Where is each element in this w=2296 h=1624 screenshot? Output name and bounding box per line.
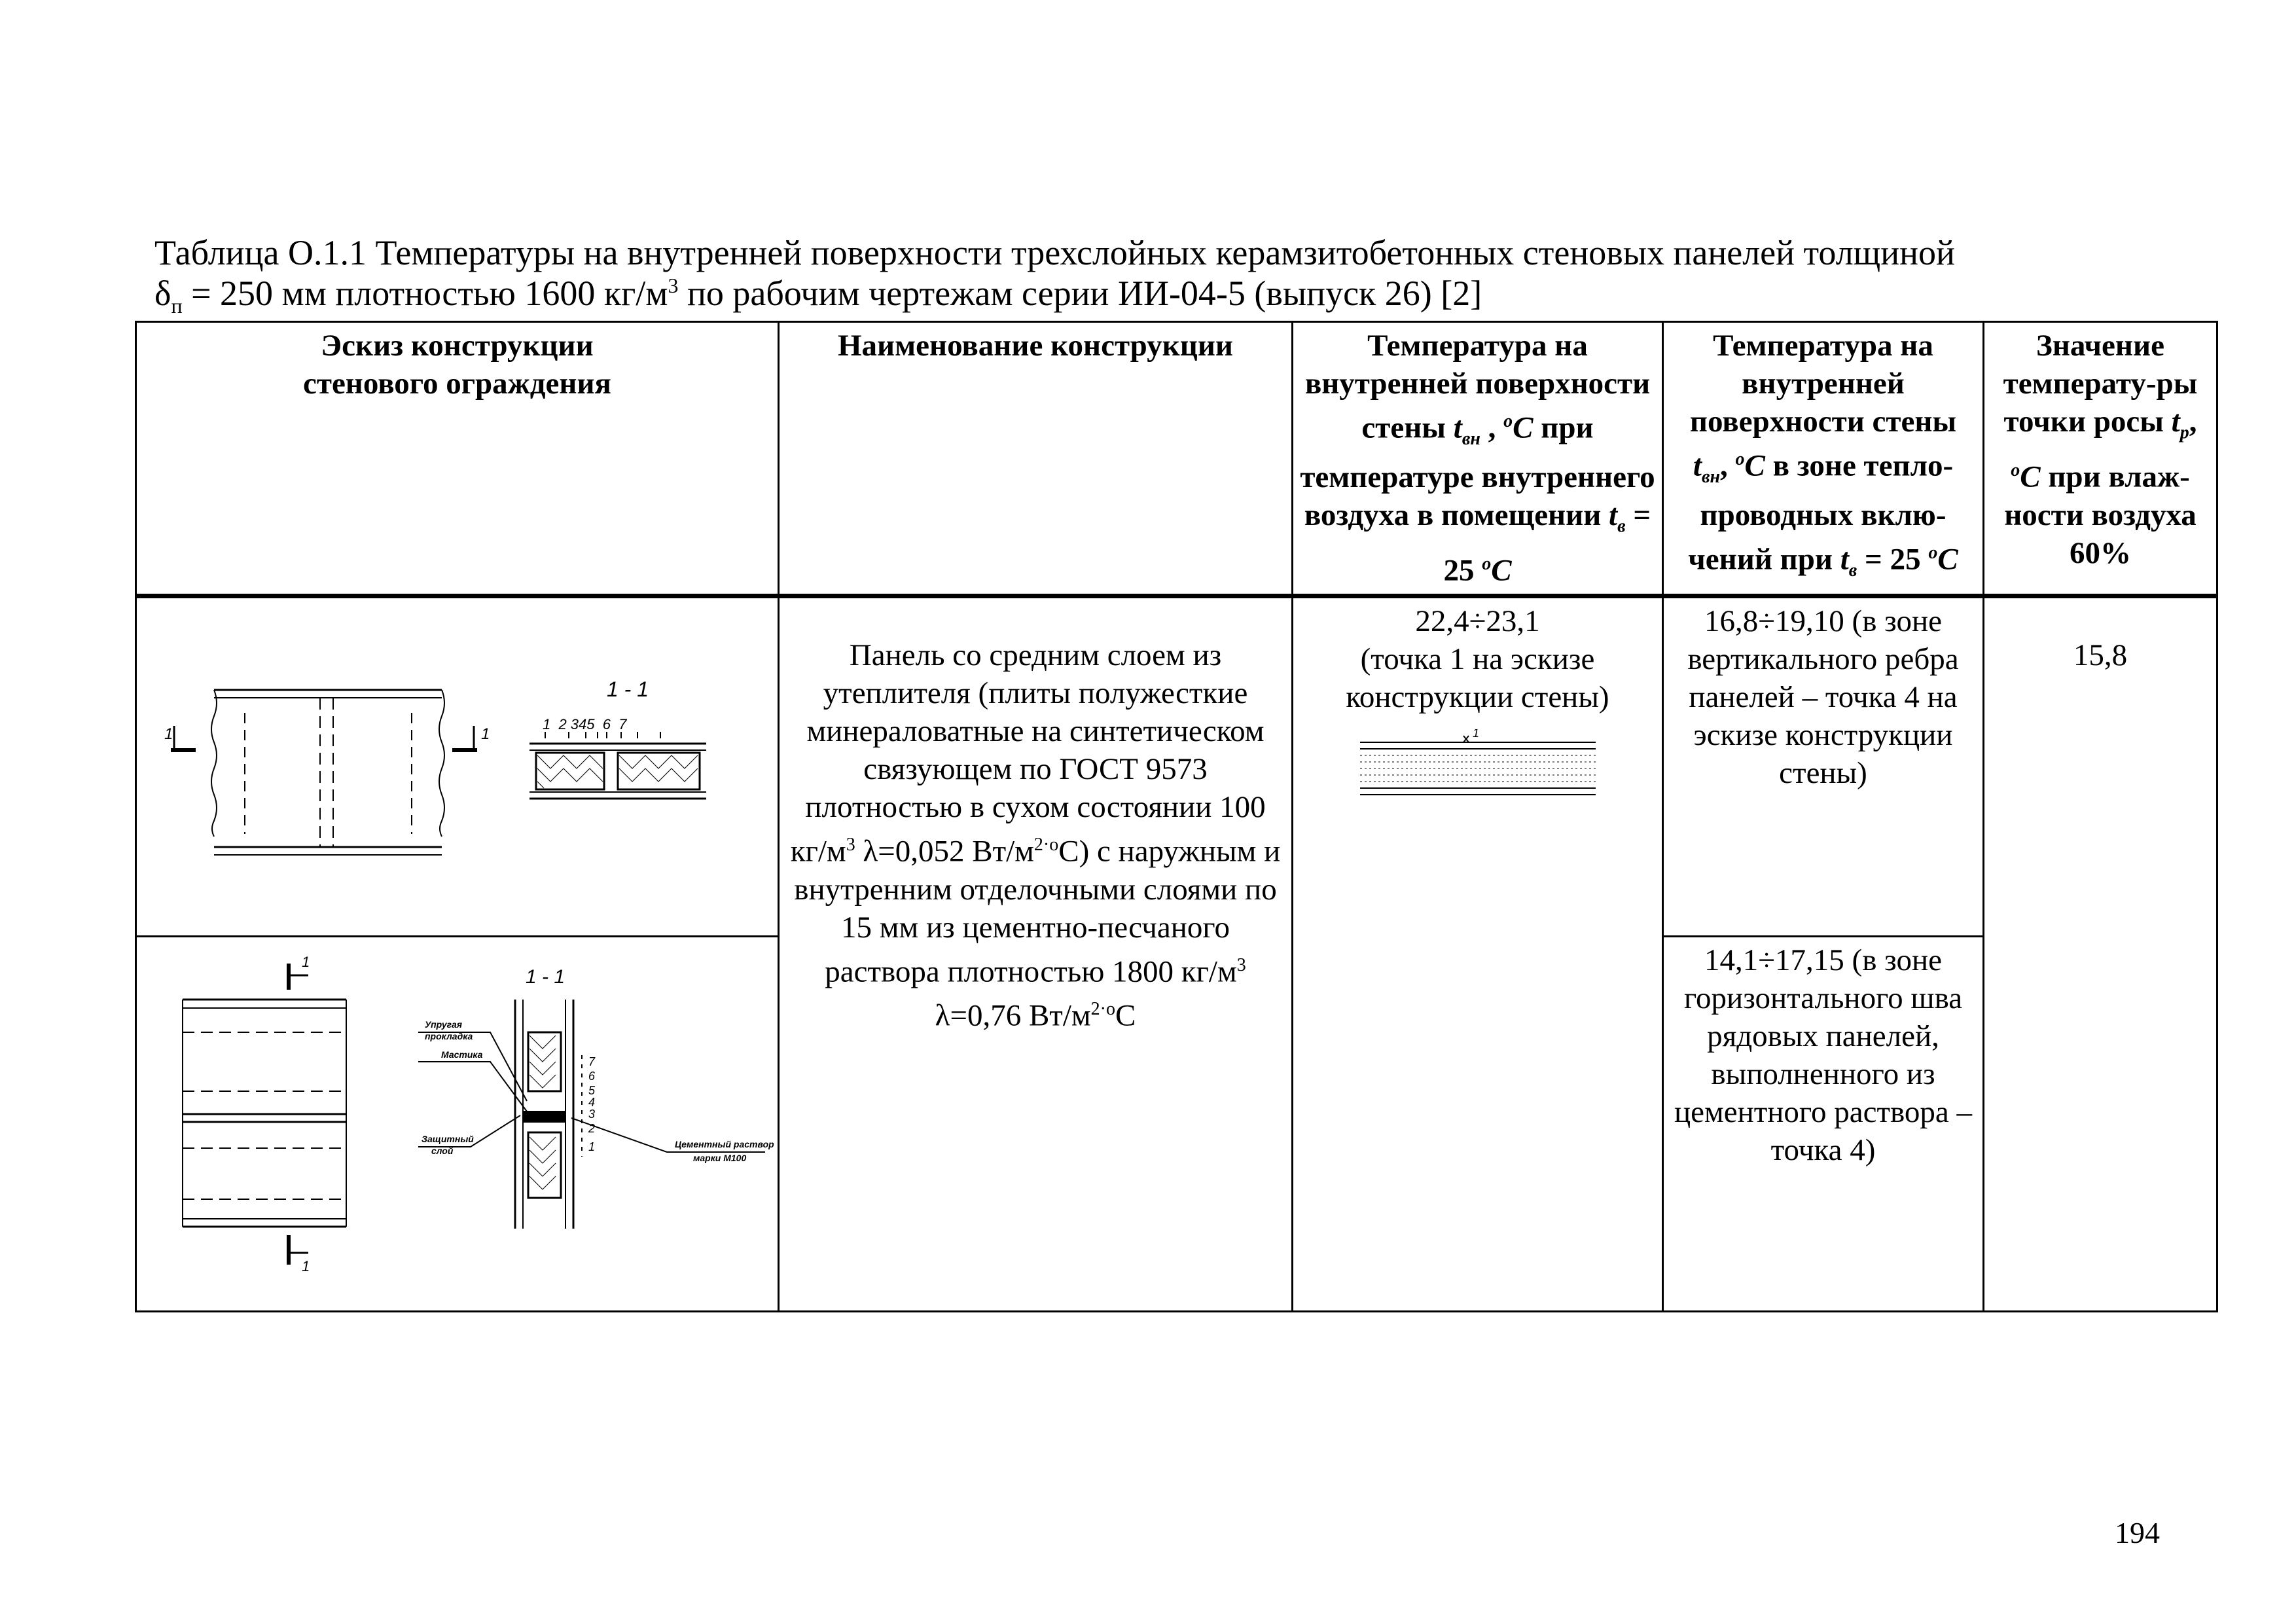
name-d: λ=0,76 Вт/м bbox=[935, 999, 1091, 1034]
label-gasket-2: прокладка bbox=[425, 1031, 473, 1042]
name-c: С) с наружным и внутренним отделочными слоями по 15 мм из цементно-песчаного раствора плотностью 1800 кг/м bbox=[794, 834, 1281, 989]
name-b: λ=0,052 Вт/м bbox=[855, 834, 1034, 869]
h5-t: t bbox=[2171, 405, 2180, 439]
caption-delta: δ bbox=[154, 274, 171, 313]
mini-sketch-point: 1 bbox=[1472, 729, 1479, 740]
label-protect-1: Защитный bbox=[422, 1134, 474, 1145]
caption-sup: 3 bbox=[668, 274, 679, 297]
layer-num-6: 6 bbox=[588, 1070, 596, 1083]
temp-zone-rib-cell bbox=[1663, 596, 1984, 937]
table-caption bbox=[154, 232, 2151, 317]
h4-tv: t bbox=[1840, 542, 1849, 577]
temp-zone-joint-text: 14,1÷17,15 (в зоне горизонтального шва рядовых панелей, выполненного из цементного раствора – точка 4) bbox=[1674, 943, 1973, 1168]
header-row bbox=[136, 322, 2217, 596]
dew-point-value: 15,8 bbox=[2073, 638, 2128, 673]
h5-tsub: р bbox=[2179, 422, 2189, 443]
h3-tvsub: в bbox=[1617, 516, 1626, 537]
h5-a: Значение температу-ры точки росы bbox=[2003, 329, 2198, 439]
sketch1-marker-left: 1 bbox=[164, 725, 173, 744]
h5-c: C bbox=[2020, 460, 2041, 495]
layer-num-1: 1 bbox=[588, 1140, 596, 1154]
label-mastic: Мастика bbox=[441, 1049, 483, 1060]
h4-c2: C bbox=[1937, 542, 1958, 577]
label-mortar-1: Цементный раствор bbox=[675, 1139, 774, 1150]
sketch1-marker-right: 1 bbox=[481, 725, 490, 744]
label-mortar-2: марки М100 bbox=[693, 1153, 747, 1164]
horizontal-joint-sketch bbox=[137, 937, 780, 1310]
h3-deg2: o bbox=[1482, 554, 1492, 575]
h5-b: , bbox=[2189, 405, 2197, 439]
name-a: Панель со средним слоем из утеплителя (плиты полужесткие минераловатные на синтетическом связующем по ГОСТ 9573 плотностью в сухом состоянии 100 кг/м bbox=[790, 638, 1266, 869]
h3-d: при температуре внутреннего воздуха в помещении bbox=[1300, 410, 1655, 533]
header-name-text: Наименование конструкции bbox=[838, 329, 1233, 363]
h4-deg2: o bbox=[1928, 543, 1938, 564]
temperature-table bbox=[135, 321, 2218, 1312]
layer-num-4: 4 bbox=[588, 1096, 596, 1110]
sketch2-marker-top: 1 bbox=[302, 954, 310, 971]
temp-zone-joint-cell bbox=[1663, 937, 1984, 1312]
h4-deg: o bbox=[1735, 449, 1745, 469]
header-sketch-line-2: стенового ограждения bbox=[303, 367, 611, 401]
name-e: С bbox=[1115, 999, 1136, 1034]
wall-section-mini-sketch bbox=[1354, 729, 1602, 808]
h4-t: t bbox=[1693, 448, 1702, 483]
temp-surface-note: (точка 1 на эскизе конструкции стены) bbox=[1346, 642, 1609, 715]
header-name bbox=[779, 322, 1293, 596]
header-sketch-line-1: Эскиз конструкции bbox=[321, 329, 594, 363]
h3-c: C bbox=[1513, 410, 1534, 445]
h3-e: = 25 bbox=[1443, 498, 1651, 588]
h4-b: , bbox=[1720, 448, 1736, 483]
h3-t: t bbox=[1453, 410, 1462, 445]
h3-a: Температура на внутренней поверхности стены bbox=[1304, 329, 1651, 445]
h4-c: C bbox=[1744, 448, 1765, 483]
layer-num-3: 3 bbox=[588, 1108, 596, 1121]
sketch1-layer-numbers: 1 2 345 6 7 bbox=[543, 716, 627, 733]
temp-zone-rib-text: 16,8÷19,10 (в зоне вертикального ребра панелей – точка 4 на эскизе конструкции стены) bbox=[1687, 604, 1959, 791]
h4-e: = 25 bbox=[1857, 542, 1929, 577]
header-temp-zone bbox=[1663, 322, 1984, 596]
header-sketch bbox=[136, 322, 779, 596]
temp-surface-value: 22,4÷23,1 bbox=[1415, 604, 1540, 639]
label-gasket-1: Упругая bbox=[425, 1019, 462, 1030]
h5-d: при влаж-ности воздуха 60% bbox=[2004, 460, 2197, 571]
header-dew-point bbox=[1984, 322, 2217, 596]
dew-point-cell bbox=[1984, 596, 2217, 1312]
h3-c2: C bbox=[1491, 554, 1512, 588]
data-row-1 bbox=[136, 596, 2217, 937]
layer-num-5: 5 bbox=[588, 1084, 596, 1098]
caption-line-2b: по рабочим чертежам серии ИИ-04-5 (выпуск 26) [2] bbox=[678, 274, 1482, 313]
temp-surface-cell bbox=[1293, 596, 1663, 1312]
name-sup1: 3 bbox=[846, 835, 855, 856]
caption-line-1: Таблица О.1.1 Температуры на внутренней поверхности трехслойных керамзитобетонных стеновых панелей толщиной bbox=[154, 233, 1955, 272]
label-protect-2: слой bbox=[431, 1146, 454, 1157]
layer-num-7: 7 bbox=[588, 1055, 596, 1069]
h5-deg: o bbox=[2011, 460, 2020, 481]
h4-a: Температура на внутренней поверхности стены bbox=[1689, 329, 1957, 439]
layer-num-2: 2 bbox=[588, 1122, 596, 1136]
h3-tv: t bbox=[1609, 498, 1618, 533]
h4-d: в зоне тепло-проводных вклю-чений при bbox=[1688, 448, 1954, 577]
sketch2-section-title: 1 - 1 bbox=[525, 966, 565, 988]
sketch-cell-2 bbox=[136, 937, 779, 1312]
sketch-cell-1 bbox=[136, 596, 779, 937]
h4-tvsub: в bbox=[1848, 560, 1857, 581]
page-number: 194 bbox=[2115, 1516, 2160, 1549]
panel-rib-sketch bbox=[137, 598, 780, 935]
name-sup2: 2·o bbox=[1033, 835, 1059, 856]
h3-b: , bbox=[1480, 410, 1504, 445]
construction-name bbox=[779, 596, 1293, 1312]
caption-line-2a: = 250 мм плотностью 1600 кг/м bbox=[182, 274, 668, 313]
caption-delta-sub: п bbox=[171, 293, 183, 317]
header-temp-surface bbox=[1293, 322, 1663, 596]
h3-tsub: вн bbox=[1462, 429, 1480, 450]
sketch2-marker-bottom: 1 bbox=[302, 1258, 310, 1275]
sketch1-section-title: 1 - 1 bbox=[606, 677, 649, 702]
name-sup3: 3 bbox=[1236, 954, 1246, 975]
h3-deg: o bbox=[1503, 411, 1513, 431]
name-sup4: 2·o bbox=[1090, 999, 1115, 1020]
h4-tsub: вн bbox=[1701, 467, 1721, 488]
